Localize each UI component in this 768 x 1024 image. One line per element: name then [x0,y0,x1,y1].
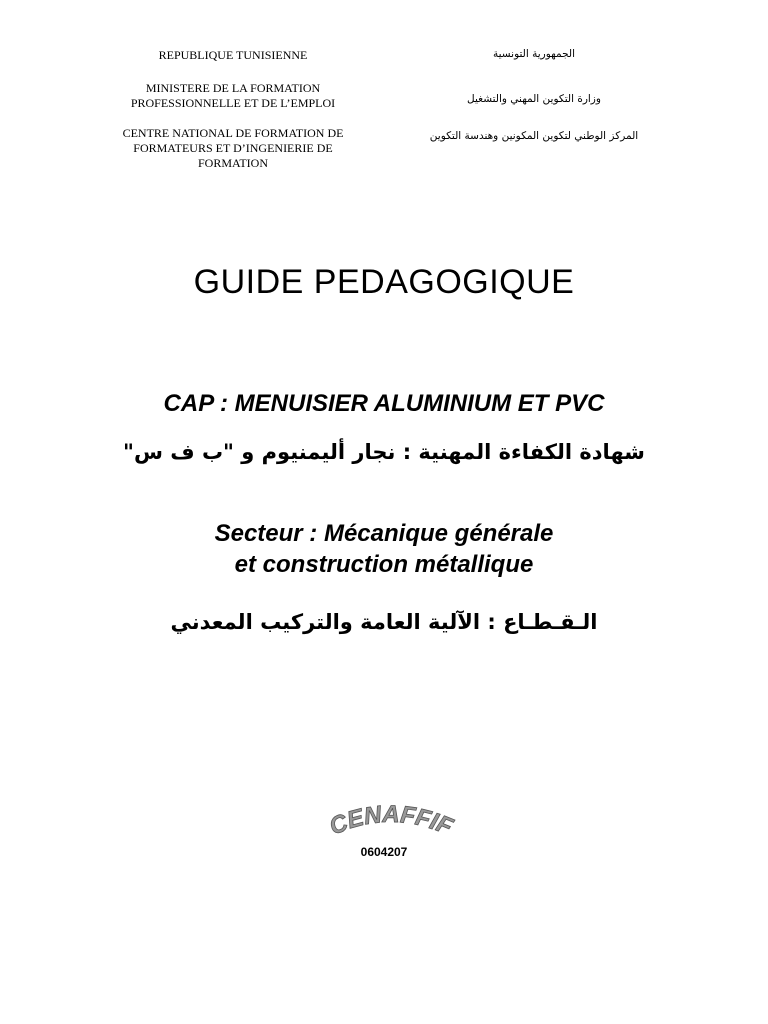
sector-fr [0,518,768,580]
cenaffif-logo-text [326,801,458,841]
header-center-fr-line1: CENTRE NATIONAL DE FORMATION DE [122,126,344,140]
header-center-fr-line3: FORMATION [197,156,268,170]
cenaffif-logo-textpath: CENAFFIF [325,800,457,841]
header-center-fr [83,126,383,171]
cap-title-fr: CAP : MENUISIER ALUMINIUM ET PVC [163,390,605,417]
sector-ar: الـقـطـاع : الآلية العامة والتركيب المعدني [170,610,598,634]
header-ministry-fr-line2: PROFESSIONNELLE ET DE L’EMPLOI [130,96,336,110]
header-ministry-fr-line1: MINISTERE DE LA FORMATION [145,81,321,95]
header-ministry-ar: وزارة التكوين المهني والتشغيل [467,93,601,105]
sector-fr-line2: et construction métallique [234,551,534,578]
cap-title-ar: شهادة الكفاءة المهنية : نجار أليمنيوم و "ب ف س" [123,440,645,464]
header-republic-fr: REPUBLIQUE TUNISIENNE [158,48,308,62]
header-center-fr-line2: FORMATEURS ET D’INGENIERIE DE [133,141,333,155]
document-title: GUIDE PEDAGOGIQUE [193,263,575,301]
header-republic-ar: الجمهورية التونسية [493,48,575,60]
sector-fr-line1: Secteur : Mécanique générale [214,520,554,547]
document-code: 0604207 [360,845,408,859]
header-ministry-fr [83,81,383,111]
header-center-ar: المركز الوطني لتكوين المكونين وهندسة التكوين [429,130,639,142]
